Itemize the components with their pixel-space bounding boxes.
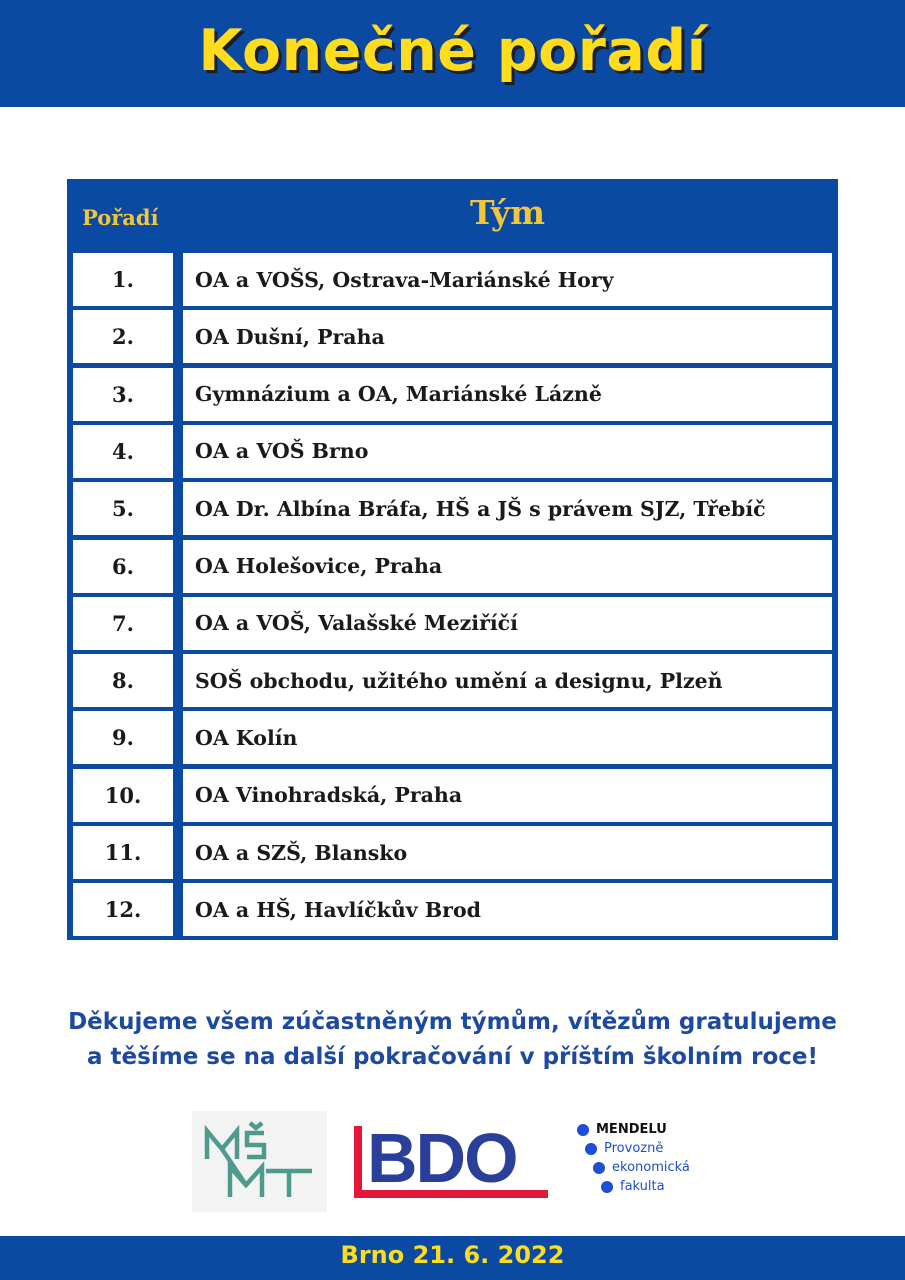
table-row [73, 654, 832, 707]
thanks-line-1: Děkujeme všem zúčastněným týmům, vítězům gratulujeme [68, 1009, 837, 1035]
team-cell: OA Dušní, Praha [183, 310, 832, 363]
rank-cell: 1. [73, 253, 173, 306]
table-row [73, 310, 832, 363]
table-row [73, 425, 832, 478]
table-row [73, 540, 832, 593]
table-row [73, 253, 832, 306]
mendelu-line-2: Provozně [604, 1141, 664, 1156]
rank-cell: 7. [73, 597, 173, 650]
results-table [67, 179, 838, 940]
team-cell: OA Vinohradská, Praha [183, 769, 832, 822]
rank-cell: 6. [73, 540, 173, 593]
team-cell: OA a HŠ, Havlíčkův Brod [183, 883, 832, 936]
dot-icon [593, 1162, 605, 1174]
team-cell: OA Kolín [183, 711, 832, 764]
mendelu-line-4: fakulta [620, 1179, 665, 1194]
rank-cell: 4. [73, 425, 173, 478]
table-row [73, 482, 832, 535]
bdo-logo-text: BDO [367, 1122, 517, 1197]
rank-cell: 11. [73, 826, 173, 879]
team-cell: OA Holešovice, Praha [183, 540, 832, 593]
rank-cell: 9. [73, 711, 173, 764]
team-cell: OA a SZŠ, Blansko [183, 826, 832, 879]
table-row [73, 597, 832, 650]
rank-cell: 2. [73, 310, 173, 363]
page-title: Konečné pořadí [198, 18, 707, 84]
table-row [73, 368, 832, 421]
rank-cell: 12. [73, 883, 173, 936]
team-cell: OA Dr. Albína Bráfa, HŠ a JŠ s právem SJZ, Třebíč [183, 482, 832, 535]
table-row [73, 711, 832, 764]
dot-icon [585, 1143, 597, 1155]
msmt-logo [192, 1111, 327, 1212]
bdo-logo [351, 1122, 551, 1202]
column-header-rank: Pořadí [82, 205, 159, 230]
rank-cell: 8. [73, 654, 173, 707]
table-row [73, 769, 832, 822]
team-cell: OA a VOŠ Brno [183, 425, 832, 478]
rank-cell: 5. [73, 482, 173, 535]
column-header-team: Tým [469, 193, 546, 232]
team-cell: Gymnázium a OA, Mariánské Lázně [183, 368, 832, 421]
thanks-message [0, 1005, 905, 1075]
team-cell: OA a VOŠ, Valašské Meziříčí [183, 597, 832, 650]
mendelu-line-1: MENDELU [596, 1122, 667, 1137]
dot-icon [577, 1124, 589, 1136]
thanks-line-2: a těšíme se na další pokračování v příštím školním roce! [87, 1044, 818, 1070]
mendelu-line-3: ekonomická [612, 1160, 690, 1175]
table-row [73, 883, 832, 936]
table-row [73, 826, 832, 879]
rank-cell: 10. [73, 769, 173, 822]
team-cell: SOŠ obchodu, užitého umění a designu, Plzeň [183, 654, 832, 707]
rank-cell: 3. [73, 368, 173, 421]
team-cell: OA a VOŠS, Ostrava-Mariánské Hory [183, 253, 832, 306]
dot-icon [601, 1181, 613, 1193]
event-date: Brno 21. 6. 2022 [340, 1241, 565, 1269]
mendelu-logo [573, 1118, 723, 1198]
